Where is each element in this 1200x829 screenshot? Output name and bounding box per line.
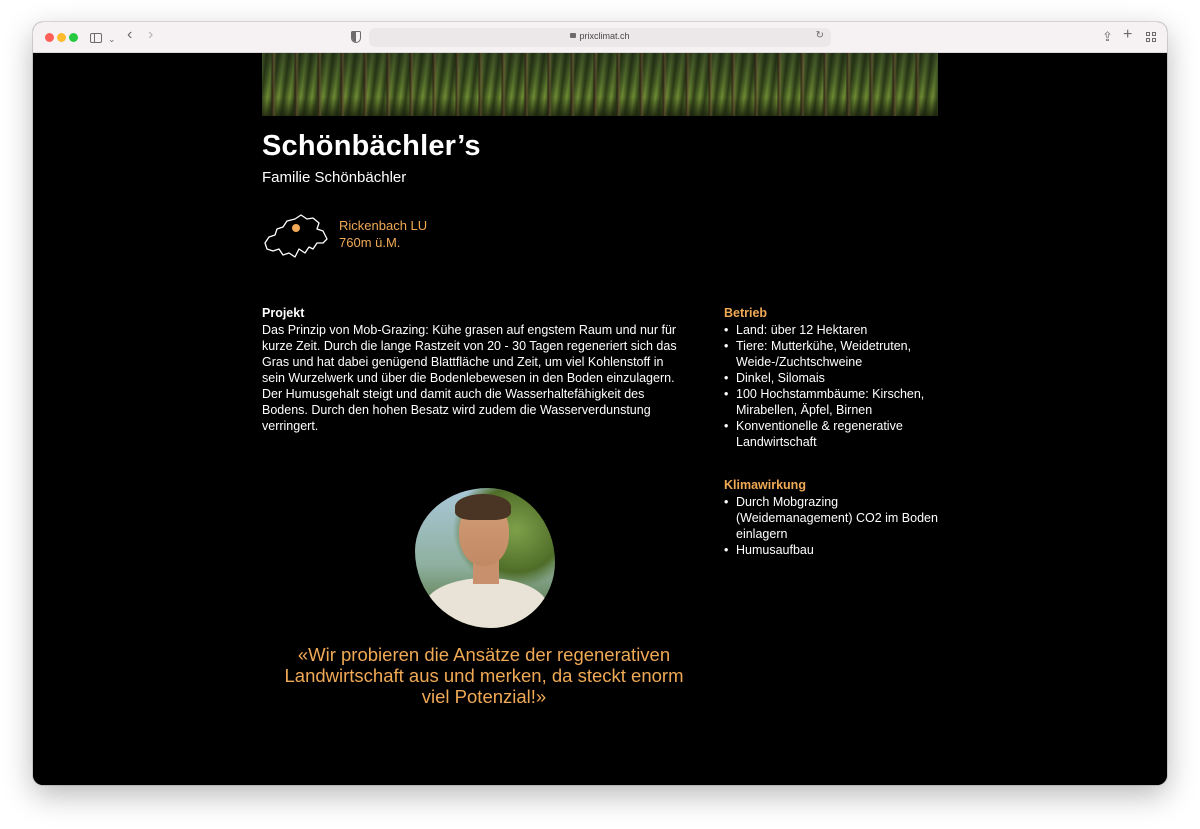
list-item: • Land: über 12 Hektaren	[724, 322, 954, 338]
list-item: • Tiere: Mutterkühe, Weidetruten, Weide-/Zuchtschweine	[724, 338, 954, 370]
minimize-window-button[interactable]	[57, 33, 66, 42]
url-display[interactable]	[369, 31, 831, 41]
projekt-heading: Projekt	[262, 306, 305, 320]
farmer-quote: «Wir probieren die Ansätze der regenerativen Landwirtschaft aus und merken, da steckt enorm viel Potenzial!»	[284, 644, 684, 707]
list-item: • Dinkel, Silomais	[724, 370, 954, 386]
list-item: • Humusaufbau	[724, 542, 954, 558]
list-item: • Durch Mobgrazing (Weidemanagement) CO2 im Boden einlagern	[724, 494, 954, 542]
location-altitude: 760m ü.M.	[339, 235, 401, 250]
portrait-hair	[455, 494, 511, 520]
forward-button[interactable]: ›	[148, 26, 154, 43]
portrait-shirt	[425, 578, 547, 628]
close-window-button[interactable]	[45, 33, 54, 42]
zoom-window-button[interactable]	[69, 33, 78, 42]
betrieb-heading: Betrieb	[724, 306, 768, 320]
share-icon[interactable]: ⇪	[1102, 29, 1113, 44]
new-tab-button[interactable]: +	[1123, 26, 1133, 43]
location-place: Rickenbach LU	[339, 218, 428, 233]
switzerland-map-icon	[261, 213, 329, 259]
location-info	[339, 217, 427, 251]
tab-overview-icon[interactable]	[1146, 32, 1156, 42]
farmer-portrait-image	[415, 488, 555, 628]
klimawirkung-heading: Klimawirkung	[724, 478, 806, 492]
list-item: • Konventionelle & regenerative Landwirtschaft	[724, 418, 954, 450]
privacy-shield-icon[interactable]	[351, 31, 361, 43]
projekt-text: Das Prinzip von Mob-Grazing: Kühe grasen auf engstem Raum und nur für kurze Zeit. Durch die lange Rastzeit von 20 - 30 Tagen regeneriert sich das Gras und hat dabei genügend Blattfläche und Zeit, um viel Kohlenstoff in sein Wurzelwerk und über die Bodenlebewesen in den Boden einzulagern. Der Humusgehalt steigt und damit auch die Wasserhaltefähigkeit des Bodens. Durch den hohen Besatz wird zudem die Wasserverdunstung verringert.	[262, 323, 677, 433]
page-title: Schönbächler’s	[262, 130, 481, 162]
back-button[interactable]: ‹	[127, 26, 133, 43]
sidebar-icon[interactable]	[90, 33, 102, 43]
browser-toolbar	[33, 22, 1167, 53]
klimawirkung-list	[724, 494, 954, 558]
chevron-down-icon[interactable]: ⌄	[108, 34, 116, 44]
page-content	[33, 53, 1167, 785]
hero-image	[262, 53, 938, 116]
page-subtitle: Familie Schönbächler	[262, 169, 407, 186]
lock-icon	[570, 33, 576, 38]
reload-icon[interactable]: ↻	[815, 30, 824, 41]
betrieb-list	[724, 322, 954, 450]
url-text: prixclimat.ch	[579, 31, 630, 41]
list-item: • 100 Hochstammbäume: Kirschen, Mirabellen, Äpfel, Birnen	[724, 386, 954, 418]
address-bar[interactable]	[369, 28, 831, 47]
browser-window	[33, 22, 1167, 785]
